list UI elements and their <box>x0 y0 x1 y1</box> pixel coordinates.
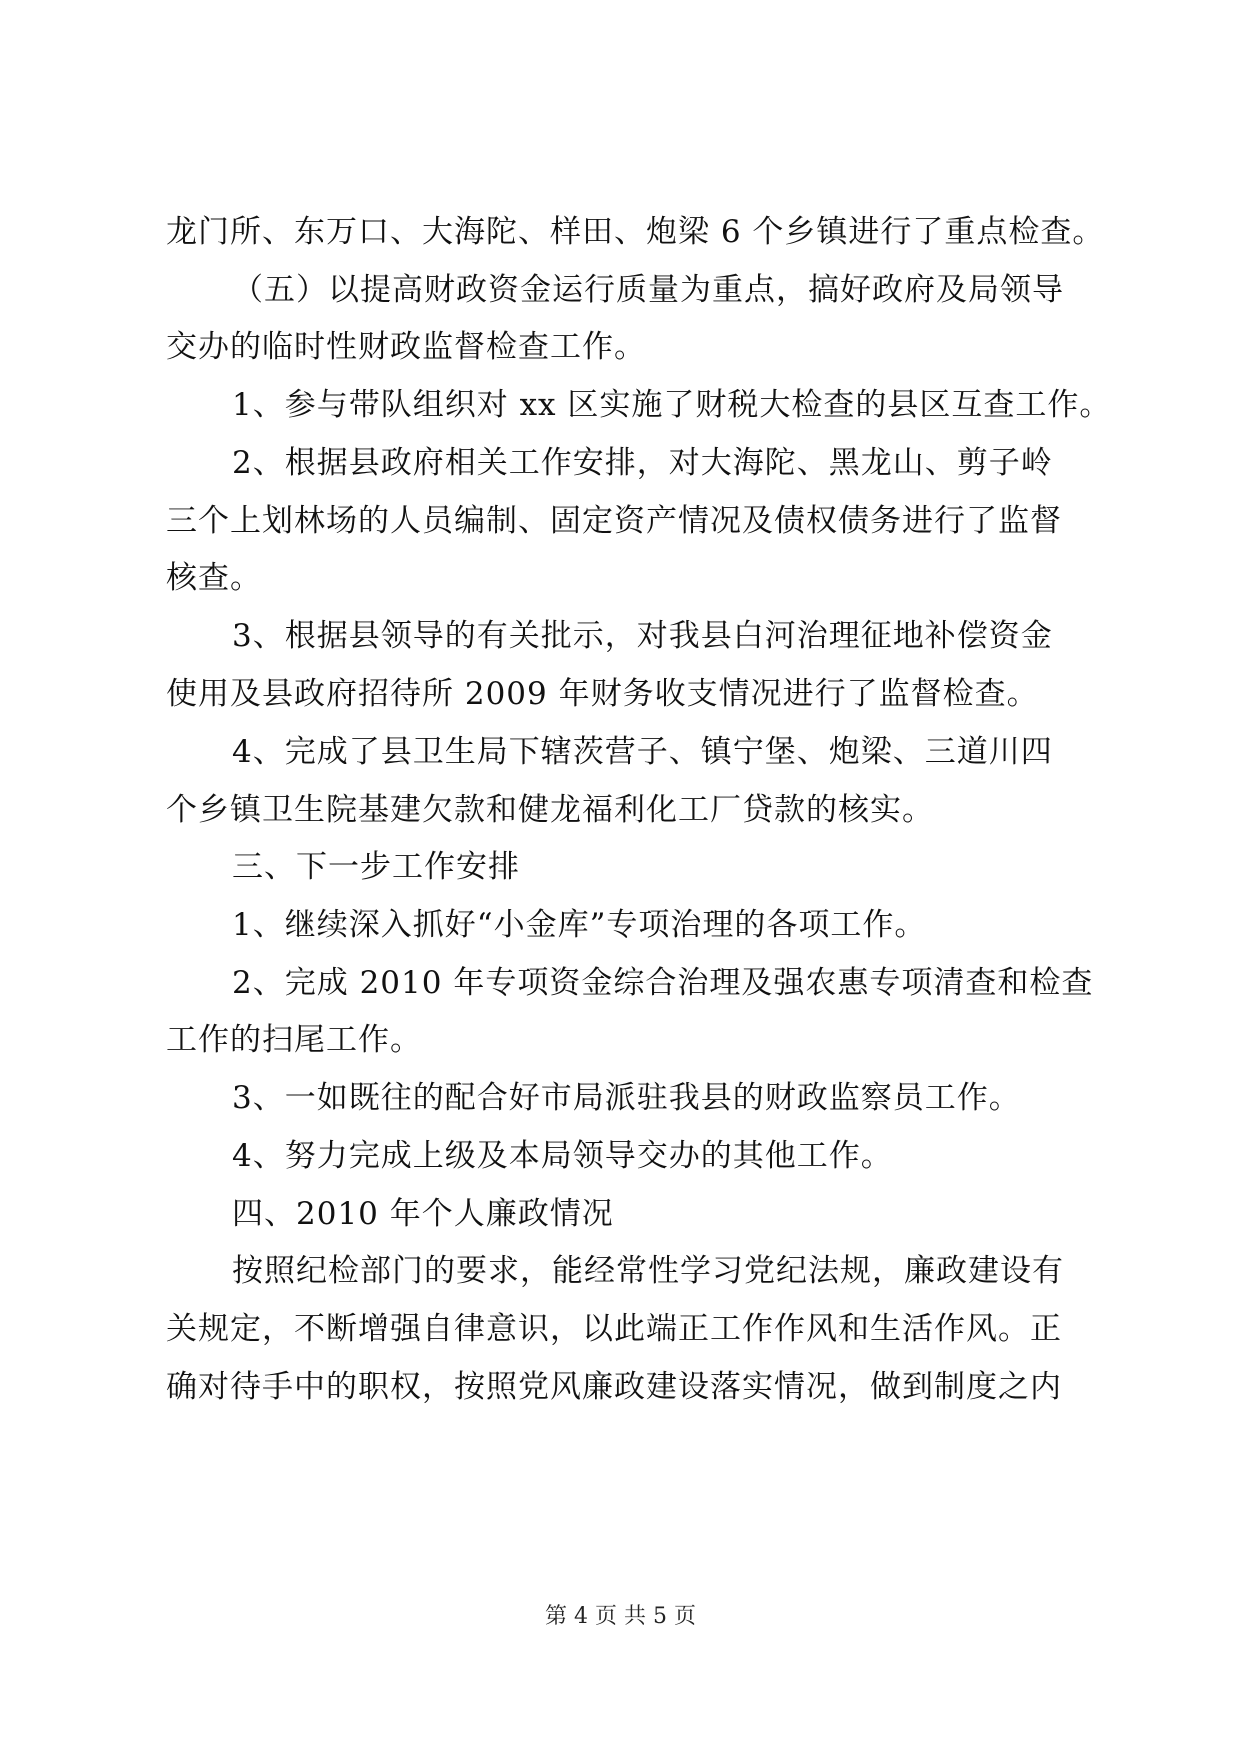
text-line-14: 2、完成 2010 年专项资金综合治理及强农惠专项清查和检查 <box>232 965 1094 1001</box>
text-line-13: 1、继续深入抓好“小金库”专项治理的各项工作。 <box>232 907 927 943</box>
text-line-20: 关规定，不断增强自律意识，以此端正工作作风和生活作风。正 <box>166 1311 1062 1347</box>
text-line-2: （五）以提高财政资金运行质量为重点，搞好政府及局领导 <box>232 272 1064 308</box>
text-line-15: 工作的扫尾工作。 <box>166 1022 422 1058</box>
section-heading-4: 四、2010 年个人廉政情况 <box>232 1196 614 1232</box>
text-line-11: 个乡镇卫生院基建欠款和健龙福利化工厂贷款的核实。 <box>166 792 934 828</box>
text-line-5: 2、根据县政府相关工作安排，对大海陀、黑龙山、剪子岭 <box>232 445 1053 481</box>
section-heading-3: 三、下一步工作安排 <box>232 849 520 885</box>
text-line-21: 确对待手中的职权，按照党风廉政建设落实情况，做到制度之内 <box>166 1369 1062 1405</box>
text-line-19: 按照纪检部门的要求，能经常性学习党纪法规，廉政建设有 <box>232 1253 1064 1289</box>
text-line-17: 4、努力完成上级及本局领导交办的其他工作。 <box>232 1138 893 1174</box>
text-line-4: 1、参与带队组织对 xx 区实施了财税大检查的县区互查工作。 <box>232 387 1112 423</box>
text-line-1: 龙门所、东万口、大海陀、样田、炮梁 6 个乡镇进行了重点检查。 <box>166 214 1105 250</box>
text-line-8: 3、根据县领导的有关批示，对我县白河治理征地补偿资金 <box>232 618 1053 654</box>
text-line-3: 交办的临时性财政监督检查工作。 <box>166 329 646 365</box>
text-line-16: 3、一如既往的配合好市局派驻我县的财政监察员工作。 <box>232 1080 1021 1116</box>
text-line-9: 使用及县政府招待所 2009 年财务收支情况进行了监督检查。 <box>166 676 1039 712</box>
text-line-10: 4、完成了县卫生局下辖茨营子、镇宁堡、炮梁、三道川四 <box>232 734 1053 770</box>
text-line-6: 三个上划林场的人员编制、固定资产情况及债权债务进行了监督 <box>166 503 1062 539</box>
page-footer: 第 4 页 共 5 页 <box>545 1604 696 1629</box>
text-line-7: 核查。 <box>166 560 262 596</box>
